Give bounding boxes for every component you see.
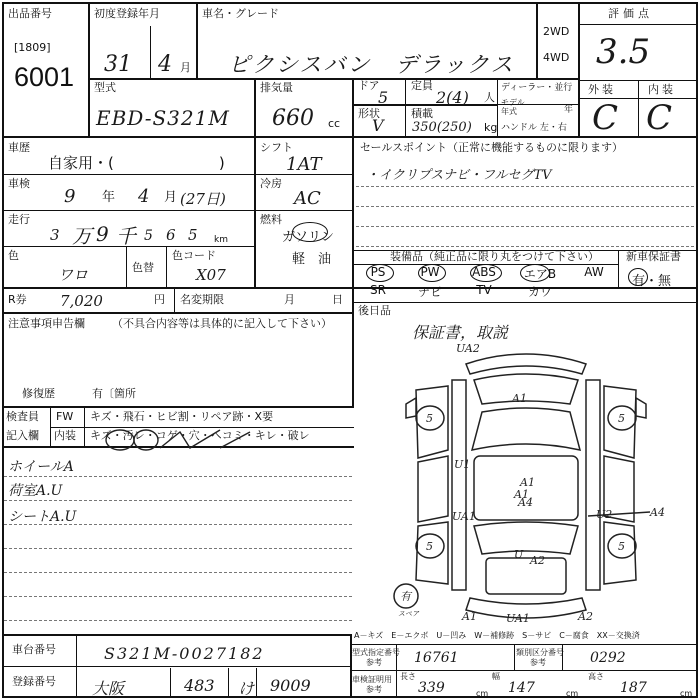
- plate-label: 登録番号: [12, 675, 56, 688]
- color-code-label: 色コード: [172, 249, 216, 262]
- after-day-label: 後日品: [358, 304, 391, 317]
- width-value: 147: [508, 680, 535, 696]
- capacity-value: 2(4): [436, 88, 469, 107]
- model-year-label: モデル年式: [501, 98, 525, 116]
- mark-rear-right: A2: [578, 610, 593, 623]
- mileage-d3: 9: [96, 222, 109, 246]
- mileage-label: 走行: [8, 213, 30, 226]
- ac-label: 冷房: [260, 177, 282, 190]
- mileage-d7: 5: [188, 226, 198, 244]
- score-value: 3.5: [596, 32, 651, 72]
- inspection-label: 車検: [8, 177, 30, 190]
- color-value: ワロ: [58, 266, 89, 284]
- color-label: 色: [8, 249, 19, 262]
- length-label: 長さ: [400, 672, 416, 681]
- fuel-gas: ガソリン: [282, 230, 335, 245]
- ticket-unit: 円: [154, 293, 165, 306]
- inspector-label-1: 検査員: [6, 410, 39, 423]
- inspection-month: 4: [138, 186, 150, 207]
- shape-value: V: [372, 116, 384, 135]
- note-line-1: ホイールA: [8, 459, 74, 475]
- car-diagram: [356, 340, 696, 630]
- mark-spare-label: スペア: [398, 610, 419, 618]
- warranty-value: 有・無: [632, 274, 672, 289]
- equip-airbag: エアB: [523, 267, 557, 281]
- model-code-value: EBD-S321M: [96, 106, 230, 130]
- chassis-value: S321M-0027182: [104, 644, 265, 663]
- lot-code: [1809]: [14, 41, 51, 54]
- load-unit: kg: [484, 121, 498, 134]
- type-no-value: 16761: [414, 650, 459, 666]
- cert-label: 車検証明用: [352, 675, 392, 684]
- inspector-fw: FW: [56, 410, 74, 423]
- type-no-label: 型式指定番号: [352, 648, 400, 657]
- inspector-int: 内装: [54, 429, 76, 442]
- fuel-diesel: 軽 油: [292, 252, 332, 267]
- drive-2wd: 2WD: [543, 25, 570, 38]
- first-reg-year: 31: [104, 52, 132, 77]
- equip-tv: TV: [476, 283, 492, 297]
- notes-label: 注意事項申告欄: [8, 317, 85, 330]
- model-name-value: ピクシスバン デラックス: [228, 53, 515, 78]
- interior-marks: [100, 426, 300, 456]
- deadline-day-unit: 日: [332, 293, 343, 306]
- fuel-label: 燃料: [260, 213, 282, 226]
- model-name-label: 車名・グレード: [202, 7, 279, 20]
- doors-value: 5: [378, 88, 389, 107]
- plate-region: 大阪: [92, 679, 125, 698]
- doors-label: ドア: [358, 79, 380, 92]
- note-line-3: シートA.U: [8, 509, 77, 525]
- inspector-int-text: キズ・汚レ・コゲ・穴・ヘコミ・キレ・破レ: [90, 429, 310, 442]
- mileage-d1: 3: [50, 226, 60, 244]
- chassis-label: 車台番号: [12, 643, 56, 656]
- history-value: 自家用・( ): [48, 154, 225, 172]
- displacement-label: 排気量: [260, 81, 293, 94]
- deadline-month-unit: 月: [284, 293, 295, 306]
- mark-hood: A1: [512, 392, 527, 405]
- mark-rear-left: A1: [462, 610, 477, 623]
- ticket-label: R券: [8, 293, 27, 306]
- height-label: 高さ: [588, 672, 604, 681]
- capacity-label: 定員: [411, 79, 433, 92]
- mark-right-side: U2: [596, 508, 613, 521]
- mileage-unit: km: [214, 235, 228, 245]
- equip-leather: カワ: [527, 285, 552, 299]
- mileage-d6: 6: [166, 226, 176, 244]
- inspector-label-2: 記入欄: [6, 429, 39, 442]
- inspection-year-unit: 年: [102, 190, 116, 205]
- mark-roof-2: A1: [514, 488, 529, 501]
- class-no-label: 類別区分番号: [516, 648, 564, 657]
- equipment-label: 装備品（純正品に限り丸をつけて下さい）: [390, 250, 599, 263]
- width-unit: cm: [566, 689, 579, 698]
- mark-rear-door-1: U: [514, 548, 524, 561]
- fuel-gas-circle: [292, 222, 328, 242]
- height-unit: cm: [680, 689, 693, 698]
- notes-sub: （不具合内容等は具体的に記入して下さい）: [112, 317, 332, 330]
- exterior-label: 外装: [588, 83, 616, 96]
- lot-label: 出品番号: [8, 7, 52, 20]
- inspection-day: (27日): [180, 190, 226, 208]
- mark-spare: 有: [400, 590, 411, 603]
- history-label: 車歴: [8, 141, 30, 154]
- displacement-unit: cc: [328, 117, 341, 130]
- equip-abs: ABS: [472, 265, 496, 279]
- plate-kana: け: [238, 679, 255, 698]
- lot-number: 6001: [14, 62, 75, 92]
- mark-roof-1: A1: [520, 476, 535, 489]
- color-code: X07: [196, 266, 226, 284]
- length-value: 339: [418, 680, 445, 696]
- after-day-value: 保証書，取説: [412, 323, 509, 342]
- deadline-label: 名変期限: [180, 293, 224, 306]
- first-reg-label: 初度登録年月: [94, 7, 160, 20]
- ticket-value: 7,020: [60, 292, 103, 310]
- mark-wheel-fr: 5: [618, 412, 625, 425]
- warranty-label: 新車保証書: [626, 250, 681, 263]
- inspection-year: 9: [64, 186, 76, 207]
- repair-label: 修復歴: [22, 387, 55, 400]
- warranty-circle: [628, 268, 648, 286]
- exterior-grade: C: [592, 98, 619, 138]
- shift-value: 1AT: [286, 154, 322, 175]
- mark-front-bumper: UA2: [456, 342, 480, 355]
- first-reg-month-unit: 月: [180, 61, 191, 74]
- displacement-value: 660: [272, 106, 314, 131]
- length-unit: cm: [476, 689, 489, 698]
- equip-ps: PS: [370, 265, 386, 279]
- width-label: 幅: [492, 672, 500, 681]
- model-code-label: 型式: [94, 81, 116, 94]
- height-value: 187: [620, 680, 647, 696]
- shape-label: 形状: [358, 107, 380, 120]
- sales-point-label: セールスポイント（正常に機能するものに限ります）: [360, 141, 624, 154]
- mark-roof-3: A4: [518, 496, 533, 509]
- sales-point-value: ・イクリプスナビ・フルセグTV: [366, 168, 552, 183]
- dealer-label: ディーラー・並行: [501, 83, 573, 93]
- equip-pw: PW: [420, 265, 440, 279]
- mileage-d5: 5: [144, 228, 153, 244]
- equip-aw: AW: [584, 265, 604, 279]
- shift-label: シフト: [260, 141, 293, 154]
- capacity-unit: 人: [484, 91, 495, 104]
- repair-value: 有〔箇所: [92, 387, 136, 400]
- note-line-2: 荷室A.U: [8, 483, 63, 499]
- equip-sr: SR: [370, 283, 386, 297]
- inspection-month-unit: 月: [164, 190, 178, 205]
- interior-grade: C: [646, 98, 673, 138]
- load-label: 積載: [411, 107, 433, 120]
- first-reg-month: 4: [158, 52, 172, 77]
- mark-rear-door-2: A2: [530, 554, 545, 567]
- cert-sub: 参考: [366, 685, 382, 694]
- handle-label: ハンドル 左・右: [501, 123, 567, 133]
- score-label: 評価点: [608, 7, 653, 20]
- repaint-label: 色替: [132, 261, 154, 274]
- class-no-sub: 参考: [530, 658, 546, 667]
- plate-number: 9009: [270, 676, 311, 695]
- interior-label: 内装: [648, 83, 676, 96]
- mark-wheel-fl: 5: [426, 412, 433, 425]
- class-no-value: 0292: [590, 650, 626, 666]
- mark-left-rear: UA1: [452, 510, 476, 523]
- legend: A－キズ E－エクボ U－凹み W－補修跡 S－サビ C－腐食 XX－交換済: [354, 631, 640, 640]
- ac-value: AC: [294, 188, 321, 209]
- inspector-fw-text: キズ・飛石・ヒビ割・リペア跡・X要: [90, 410, 274, 423]
- mark-left-front: U1: [454, 458, 471, 471]
- type-no-sub: 参考: [366, 658, 382, 667]
- mark-rear-center: UA1: [506, 612, 530, 625]
- mileage-d4: 千: [116, 224, 136, 248]
- load-value: 350(250): [412, 120, 472, 135]
- equip-navi: ナビ: [417, 285, 442, 299]
- model-year-unit: 年: [564, 105, 574, 115]
- mark-wheel-rr: 5: [618, 540, 625, 553]
- drive-4wd: 4WD: [543, 51, 570, 64]
- mark-wheel-rl: 5: [426, 540, 433, 553]
- plate-class: 483: [184, 676, 215, 695]
- mileage-d2: 万: [72, 224, 92, 248]
- mark-right-label: A4: [650, 506, 665, 519]
